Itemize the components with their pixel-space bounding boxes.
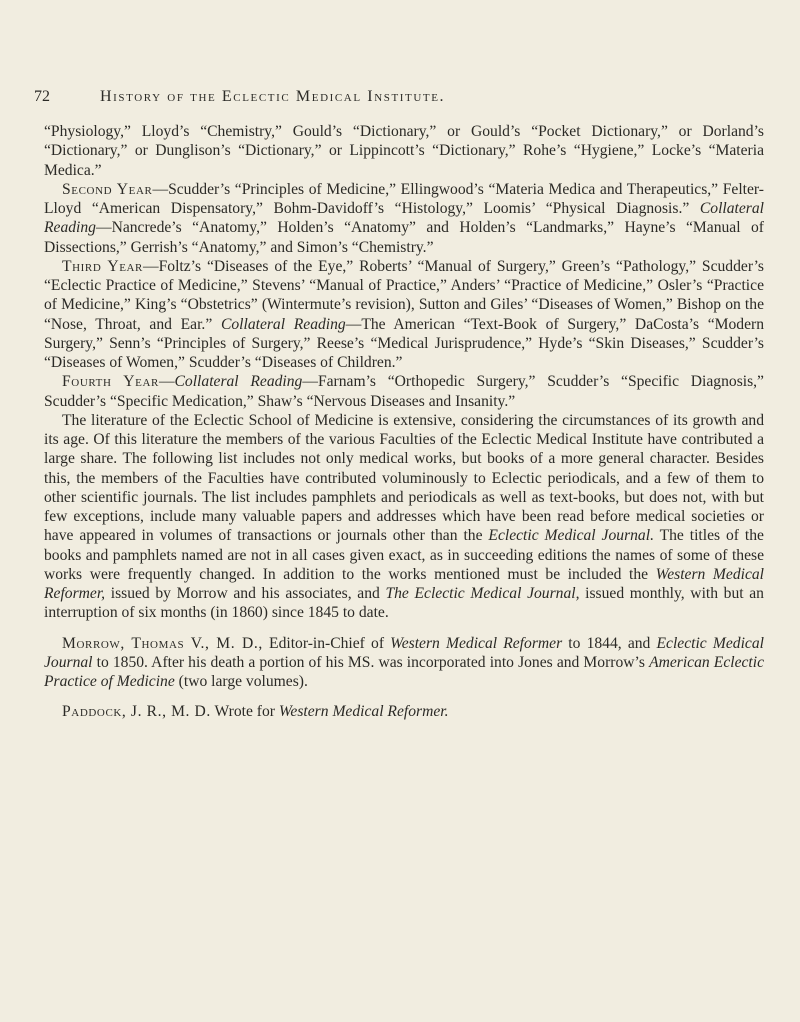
italic-phrase: Collateral Reading [44, 200, 764, 237]
page-header [34, 88, 774, 110]
paragraph-text: —Scudder’s “Principles of Medicine,” Ellingwood’s “Materia Medica and Therapeutics,” Felter-Lloyd “American Dispensatory,” Bohm-Davidoff’s “Histology,” Loomis’ “Physical Diagnosis.” [44, 180, 764, 217]
paragraph-text: issued monthly, with but an interruption of six months (in 1860) since 1845 to date. [44, 585, 764, 622]
paragraph-text: The titles of the books and pamphlets named are not in all cases given exact, as in succeeding editions the names of some of these works were frequently changed. In addition to the works mentioned must be included the [44, 527, 764, 583]
paragraph-text: —Foltz’s “Diseases of the Eye,” Roberts’ “Manual of Surgery,” Green’s “Pathology,” Scudder’s “Eclectic Practice of Medicine,” Stevens’ “Manual of Practice,” Anders’ “Practice of Medicine,” Osler’s “Practice of Medicine,” King’s “Obstetrics” (Wintermute’s revision), Sutton and Giles’ “Diseases of Women,” Bishop on the “Nose, Throat, and Ear.” [44, 257, 764, 333]
paragraph-third-year [44, 257, 764, 373]
year-heading: Second Year [62, 180, 153, 198]
italic-phrase: Western Medical Reformer. [278, 703, 449, 721]
italic-phrase: American Eclectic Practice of Medicine [44, 653, 764, 690]
italic-phrase: Eclectic Medical Journal [44, 634, 764, 671]
paragraph-text: The literature of the Eclectic School of Medicine is extensive, considering the circumstances of its growth and its age. Of this literature the members of the various Faculties of the Eclectic Medical Institute have contributed a large share. The following list includes not only medical works, but books of a more general character. Besides this, the members of the Faculties have contributed voluminously to Eclectic periodicals, and a few of them to other scientific journals. The list includes pamphlets and periodicals as well as text-books, but does not, with but few exceptions, include many valuable papers and addresses which have been read before medical societies or have appeared in volumes of transactions or journals other than the [44, 411, 764, 545]
italic-phrase: Collateral Reading [220, 315, 346, 333]
italic-phrase: Collateral Reading [174, 373, 303, 391]
paragraph-text: Wrote for [214, 703, 275, 721]
page-body [44, 122, 764, 722]
paragraph-text: —The American “Text-Book of Surgery,” DaCosta’s “Modern Surgery,” Senn’s “Principles of Surgery,” Reese’s “Medical Jurisprudence,” Hyde’s “Skin Diseases,” Scudder’s “Diseases of Women,” Scudder’s “Diseases of Children.” [44, 315, 765, 371]
entry-author: Paddock, J. R., M. D. [62, 703, 211, 721]
paragraph-text: “Physiology,” Lloyd’s “Chemistry,” Gould’s “Dictionary,” or Gould’s “Pocket Dictionary,” or Dorland’s “Dictionary,” or Dunglison’s “Dictionary,” or Lippincott’s “Dictionary,” Rohe’s “Hygiene,” Locke’s “Materia Medica.” [44, 123, 764, 179]
entry-author: Morrow, Thomas V., M. D., [62, 634, 263, 652]
paragraph-text: (two large volumes). [178, 673, 308, 690]
paragraph-fourth-year: Fourth Year—Collateral Reading—Farnam’s “Orthopedic Surgery,” Scudder’s “Specific Diagnosis,” Scudder’s “Specific Medication,” Shaw’s “Nervous Diseases and Insanity.” [44, 373, 764, 410]
entry-morrow [44, 634, 764, 692]
page-number: 72 [34, 88, 50, 105]
year-heading: Fourth Year [62, 373, 159, 391]
italic-phrase: The Eclectic Medical Journal, [385, 585, 580, 602]
paragraph-text: —Farnam’s “Orthopedic Surgery,” Scudder’s “Specific Diagnosis,” Scudder’s “Specific Medication,” Shaw’s “Nervous Diseases and Insanity.” [44, 373, 764, 410]
paragraph-text: to 1850. After his death a portion of his MS. was incorporated into Jones and Morrow’s [96, 653, 645, 671]
paragraph-literature [44, 411, 764, 623]
paragraph-text: —Nancrede’s “Anatomy,” Holden’s “Anatomy” and Holden’s “Landmarks,” Hayne’s “Manual of Dissections,” Gerrish’s “Anatomy,” and Simon’s “Chemistry.” [44, 219, 764, 256]
italic-phrase: Western Medical Reformer, [44, 565, 765, 602]
paragraph-first-year-continued [44, 122, 764, 180]
paragraph-second-year [44, 180, 764, 257]
paragraph-text: to 1844, and [568, 634, 651, 652]
running-title: History of the Eclectic Medical Institute. [100, 88, 446, 105]
entry-paddock [44, 702, 764, 721]
italic-phrase: Western Medical Reformer [390, 634, 563, 652]
year-heading: Third Year [62, 257, 143, 275]
paragraph-text: Editor-in-Chief of [269, 634, 385, 652]
paragraph-text: issued by Morrow and his associates, and [110, 585, 380, 602]
italic-phrase: Eclectic Medical Journal. [488, 527, 654, 545]
